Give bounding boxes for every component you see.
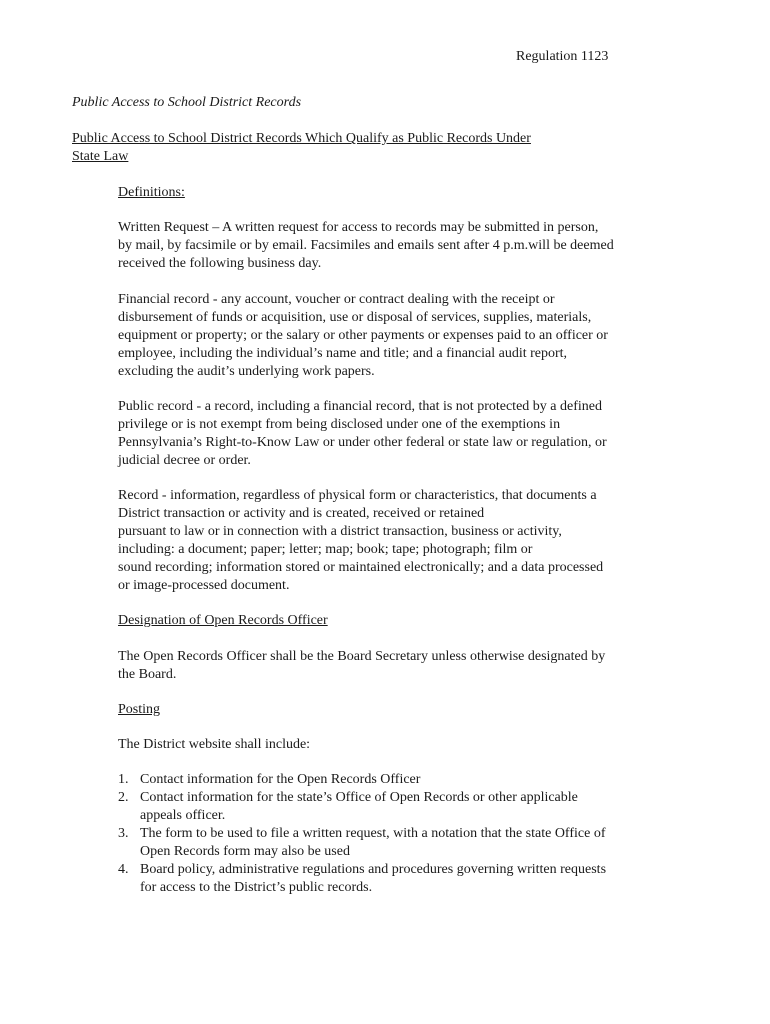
paragraph-line: Written Request – A written request for access to records may be submitted in person,: [118, 220, 599, 235]
paragraph-line: District transaction or activity and is created, received or retained: [118, 506, 485, 521]
definitions-heading-text: Definitions:: [118, 185, 185, 200]
posting-heading: [118, 701, 658, 719]
list-item-number: 1.: [118, 772, 129, 787]
paragraph-line: The Open Records Officer shall be the Board Secretary unless otherwise designated by: [118, 649, 606, 664]
document-subtitle: [72, 130, 592, 166]
subtitle-line: State Law: [72, 149, 129, 164]
list-item: [118, 771, 658, 789]
paragraph-line: sound recording; information stored or maintained electronically; and a data processed: [118, 560, 604, 575]
paragraph-line: Pennsylvania’s Right-to-Know Law or under other federal or state law or regulation, or: [118, 435, 607, 450]
public-record-paragraph: [118, 398, 658, 470]
list-item-text: [140, 825, 658, 861]
paragraph-line: the Board.: [118, 667, 177, 682]
paragraph-line: received the following business day.: [118, 256, 322, 271]
paragraph-line: privilege or is not exempt from being disclosed under one of the exemptions in: [118, 417, 561, 432]
list-item-text: [140, 861, 658, 897]
list-item: [118, 861, 658, 897]
posting-list: [118, 771, 658, 897]
paragraph-line: Public record - a record, including a financial record, that is not protected by a defined: [118, 399, 602, 414]
paragraph-line: by mail, by facsimile or by email. Facsimiles and emails sent after 4 p.m.will be deemed: [118, 238, 614, 253]
record-paragraph: [118, 487, 658, 595]
financial-record-paragraph: [118, 291, 658, 381]
paragraph-line: Financial record - any account, voucher or contract dealing with the receipt or: [118, 292, 555, 307]
paragraph-line: including: a document; paper; letter; map; book; tape; photograph; film or: [118, 542, 533, 557]
list-item-line: for access to the District’s public records.: [140, 880, 373, 895]
list-item-number: 4.: [118, 862, 129, 877]
list-item-number: 2.: [118, 790, 129, 805]
list-item: [118, 825, 658, 861]
regulation-number: Regulation 1123: [516, 49, 609, 64]
subtitle-line: Public Access to School District Records Which Qualify as Public Records Under: [72, 131, 531, 146]
document-title: Public Access to School District Records: [72, 95, 302, 110]
definitions-heading: [118, 184, 658, 202]
paragraph-line: Record - information, regardless of physical form or characteristics, that documents a: [118, 488, 597, 503]
posting-heading-text: Posting: [118, 702, 161, 717]
designation-heading-text: Designation of Open Records Officer: [118, 613, 328, 628]
list-item: [118, 789, 658, 825]
paragraph-line: employee, including the individual’s name and title; and a financial audit report,: [118, 346, 568, 361]
paragraph-line: judicial decree or order.: [118, 453, 251, 468]
paragraph-line: equipment or property; or the salary or other payments or expenses paid to an officer or: [118, 328, 608, 343]
written-request-paragraph: [118, 219, 658, 273]
posting-intro: The District website shall include:: [118, 737, 311, 752]
list-item-line: appeals officer.: [140, 808, 226, 823]
designation-heading: [118, 612, 658, 630]
list-item-text: [140, 771, 658, 789]
list-item-line: Board policy, administrative regulations and procedures governing written requests: [140, 862, 607, 877]
list-item-line: Contact information for the state’s Office of Open Records or other applicable: [140, 790, 578, 805]
list-item-line: The form to be used to file a written request, with a notation that the state Office of: [140, 826, 606, 841]
list-item-number: 3.: [118, 826, 129, 841]
paragraph-line: disbursement of funds or acquisition, use or disposal of services, supplies, materials,: [118, 310, 592, 325]
list-item-line: Contact information for the Open Records Officer: [140, 772, 421, 787]
paragraph-line: or image-processed document.: [118, 578, 290, 593]
list-item-line: Open Records form may also be used: [140, 844, 350, 859]
paragraph-line: pursuant to law or in connection with a district transaction, business or activity,: [118, 524, 562, 539]
designation-paragraph: [118, 648, 658, 684]
paragraph-line: excluding the audit’s underlying work papers.: [118, 364, 375, 379]
list-item-text: [140, 789, 658, 825]
